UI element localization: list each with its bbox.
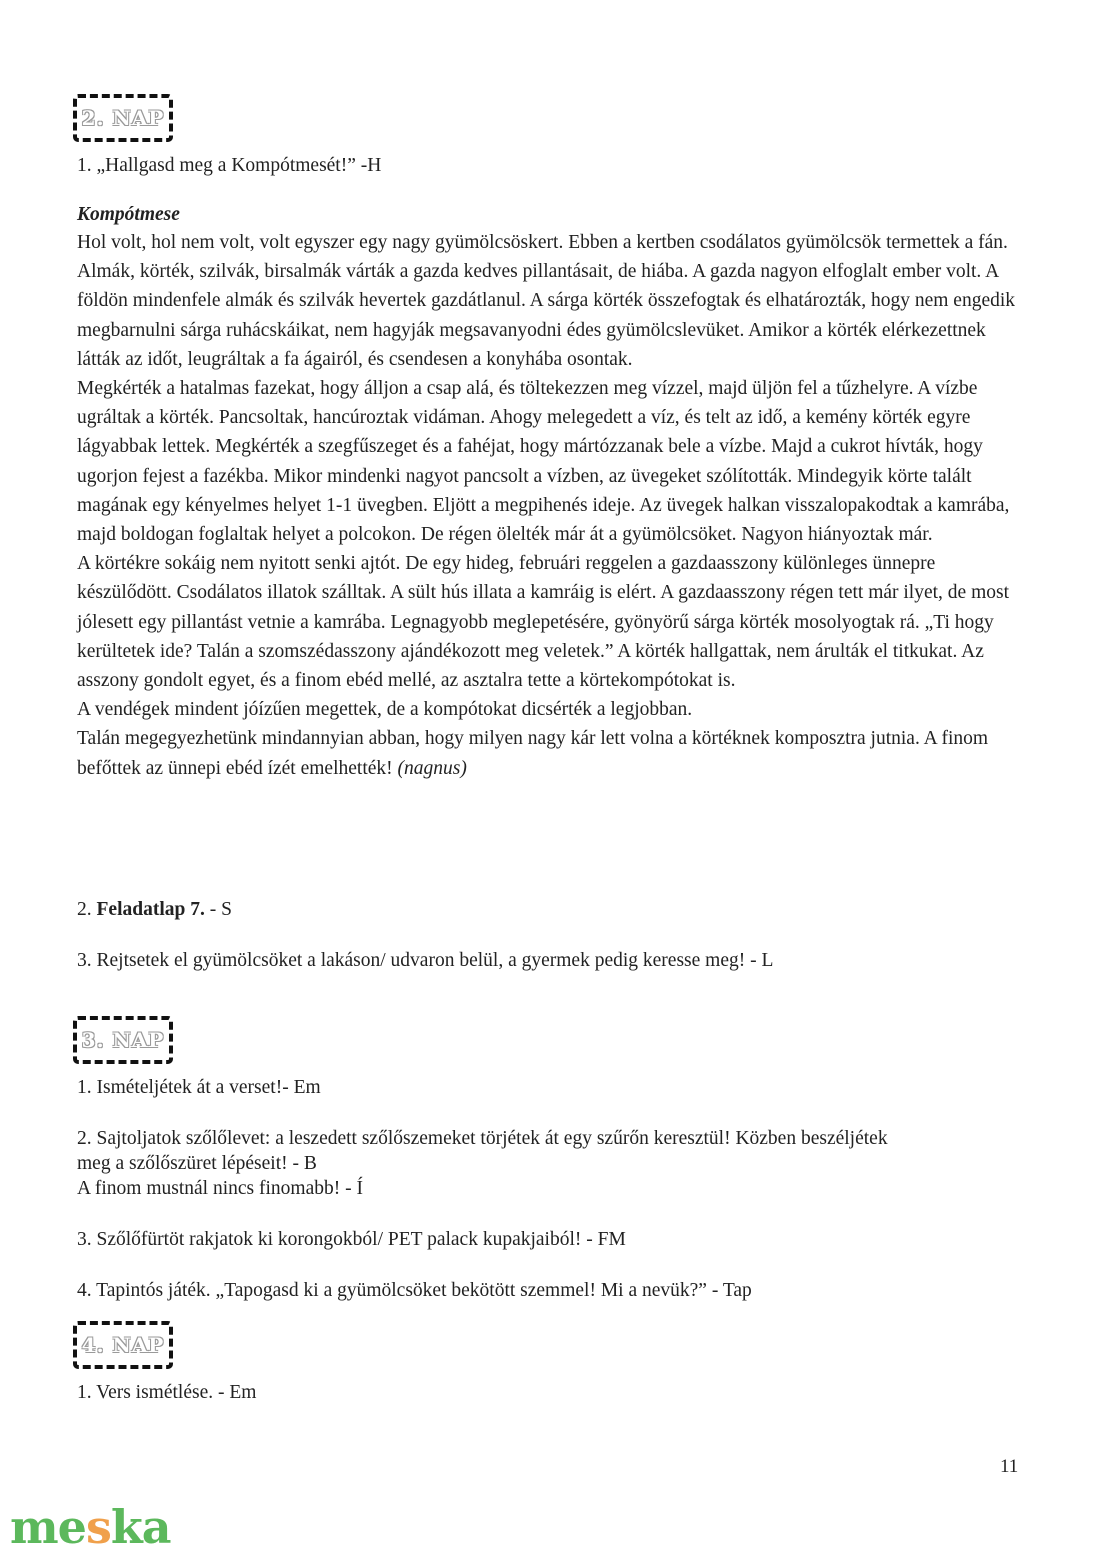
story-paragraph: A vendégek mindent jóízűen megettek, de a kompótokat dicsérték a legjobban. bbox=[77, 699, 693, 721]
day-4-badge-label: 4. NAP bbox=[81, 1333, 165, 1357]
story-author: (nagnus) bbox=[397, 757, 467, 779]
meska-logo[interactable] bbox=[10, 1502, 171, 1552]
day-3-task-3: 3. Szőlőfürtöt rakjatok ki korongokból/ PET palack kupakjaiból! - FM bbox=[77, 1229, 626, 1250]
day-2-task-2 bbox=[77, 897, 1027, 922]
story-paragraph: Megkérték a hatalmas fazekat, hogy álljon a csap alá, és töltekezzen meg vízzel, majd üljön fel a tűzhelyre. A vízbe ugráltak a körték. Pancsoltak, hancúroztak vidáman. Ahogy melegedett a víz, és telt az idő, a kemény körték egyre lágyabbak lettek. Megkérték a szegfűszeget és a fahéjat, hogy mártózzanak bele a vízbe. Majd a cukrot hívták, hogy ugorjon fejest a fazékba. Mikor mindenki nagyot pancsolt a vízben, az üvegeket szólították. Mindegyik körte talált magának egy kényelmes helyet 1-1 üvegben. Eljött a megpihenés ideje. Az üvegek halkan visszalopakodtak a kamrába, majd boldogan foglaltak helyet a polcokon. De régen ölelték már át a gyümölcsöket. Nagyon hiányoztak már. bbox=[77, 378, 1010, 546]
day-2-task-2-suffix: - S bbox=[209, 899, 232, 920]
day-4-badge bbox=[73, 1321, 173, 1369]
day-2-badge bbox=[73, 94, 173, 142]
logo-part-1: me bbox=[10, 1500, 86, 1554]
day-3-badge bbox=[73, 1016, 173, 1064]
day-2-badge-label: 2. NAP bbox=[81, 106, 165, 130]
story-paragraph bbox=[77, 724, 1027, 782]
day-2-task-3: 3. Rejtsetek el gyümölcsöket a lakáson/ udvaron belül, a gyermek pedig keresse meg! - L bbox=[77, 950, 774, 971]
day-3-task-2-line-2: meg a szőlőszüret lépéseit! - B bbox=[77, 1153, 317, 1174]
logo-part-3: ka bbox=[110, 1500, 171, 1554]
day-3-task-2-line-3: A finom mustnál nincs finomabb! - Í bbox=[77, 1178, 363, 1199]
logo-part-2: s bbox=[85, 1500, 111, 1554]
day-3-task-1: 1. Ismételjétek át a verset!- Em bbox=[77, 1077, 321, 1098]
story-title: Kompótmese bbox=[77, 204, 180, 225]
day-3-task-4: 4. Tapintós játék. „Tapogasd ki a gyümölcsöket bekötött szemmel! Mi a nevük?” - Tap bbox=[77, 1280, 752, 1301]
day-2-task-1: 1. „Hallgasd meg a Kompótmesét!” -H bbox=[77, 155, 382, 176]
story-last-text: Talán megegyezhetünk mindannyian abban, hogy milyen nagy kár lett volna a körtéknek komposztra jutnia. A finom befőttek az ünnepi ebéd ízét emelhették! bbox=[77, 728, 989, 779]
page-number: 11 bbox=[1000, 1456, 1019, 1477]
story-text bbox=[77, 228, 1027, 783]
day-3-badge-label: 3. NAP bbox=[81, 1028, 165, 1052]
worksheet-title: Feladatlap 7. bbox=[96, 899, 205, 920]
story-paragraph: Hol volt, hol nem volt, volt egyszer egy nagy gyümölcsöskert. Ebben a kertben csodálatos gyümölcsök termettek a fán. Almák, körték, szilvák, birsalmák várták a gazda kedves pillantásait, de hiába. A gazda nagyon elfoglalt ember volt. A földön mindenfele almák és szilvák hevertek gazdátlanul. A sárga körték összefogtak és elhatározták, hogy nem engedik megbarnulni sárga ruhácskáikat, nem hagyják megsavanyodni édes gyümölcslevüket. Amikor a körték elérkezettnek látták az időt, leugráltak a fa ágairól, és csendesen a konyhába osontak. bbox=[77, 232, 1016, 370]
day-2-task-2-number: 2. bbox=[77, 899, 92, 920]
day-3-task-2-line-1: 2. Sajtoljatok szőlőlevet: a leszedett szőlőszemeket törjétek át egy szűrőn keresztül! Közben beszéljétek bbox=[77, 1128, 888, 1149]
story-paragraph: A körtékre sokáig nem nyitott senki ajtót. De egy hideg, februári reggelen a gazdaasszony különleges ünnepre készülődött. Csodálatos illatok szálltak. A sült hús illata a kamráig is elért. A gazdaasszony régen tett már ilyet, de most jólesett egy pillantást vetnie a kamrába. Legnagyobb meglepetésére, gyönyörű sárga körték mosolyogtak rá. „Ti hogy kerültetek ide? Talán a szomszédasszony ajándékozott meg veletek.” A körték hallgattak, nem árulták el titkukat. Az asszony gondolt egyet, és a finom ebéd mellé, az asztalra tette a körtekompótokat is. bbox=[77, 553, 1010, 692]
day-4-task-1: 1. Vers ismétlése. - Em bbox=[77, 1382, 257, 1403]
